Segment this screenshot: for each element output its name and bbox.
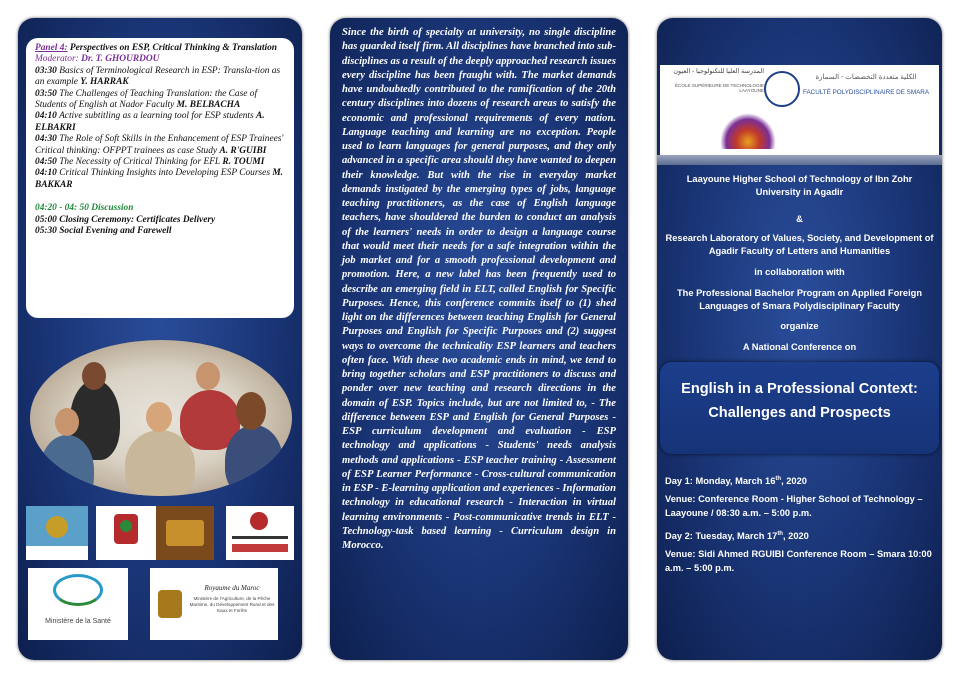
program-title: Active subtitling as a learning tool for ESP students	[59, 111, 254, 122]
program-title: The Necessity of Critical Thinking for EFL	[59, 157, 220, 168]
program-item	[35, 89, 285, 112]
moderator-line	[35, 54, 285, 65]
program-speaker: A. R'GUIBI	[219, 145, 267, 156]
day1-sup: th	[775, 476, 782, 482]
program-title: The Role of Soft Skills in the Enhancement of ESP Trainees' Critical thinking: OFPPT trainees as case Study	[35, 134, 284, 156]
logo-ministry	[150, 568, 278, 640]
est-logo	[764, 71, 800, 107]
conference-label: A National Conference on	[742, 342, 857, 352]
logo-1	[26, 506, 88, 560]
day1-date	[665, 473, 935, 489]
banner-band	[657, 155, 942, 165]
org3-text: The Professional Bachelor Program on Applied Foreign Languages of Smara Polydisciplinary Faculty	[676, 288, 923, 312]
day2-venue: Venue: Sidi Ahmed RGUIBI Conference Room – Smara 10:00 a.m. – 5:00 p.m.	[665, 549, 932, 573]
program-time: 04:10	[35, 168, 57, 179]
left-panel	[18, 18, 302, 660]
program-speaker: Y. HARRAK	[80, 77, 129, 88]
ministry-sub: Ministère de l'Agriculture, de la Pêche Maritime, du Développement Rural et des Eaux et Forêts	[189, 596, 275, 613]
program-item	[35, 157, 285, 168]
program-title: The Challenges of Teaching Translation: the Case of Students of English at Nador Faculty	[35, 88, 258, 111]
students-photo	[30, 340, 292, 496]
day2-date	[665, 528, 935, 544]
conference-title: English in a Professional Context: Challenges and Prospects	[660, 362, 939, 454]
fps-logo	[720, 113, 776, 149]
program-item	[35, 168, 285, 191]
day1-year: , 2020	[781, 476, 807, 487]
right-panel	[657, 18, 942, 660]
logo-4	[226, 506, 294, 560]
program-speaker: M. BAKKAR	[35, 168, 284, 190]
program-time: 04:30	[35, 134, 57, 145]
logo-5	[28, 568, 128, 640]
org2-text: Research Laboratory of Values, Society, and Development of Agadir Faculty of Letters and Humanities	[665, 233, 934, 257]
discussion-line: 04:20 - 04: 50 Discussion	[35, 203, 134, 214]
logo-3	[156, 506, 214, 560]
moderator-label: Moderator:	[35, 54, 79, 65]
institution-banner	[660, 65, 939, 155]
program-speaker: R. TOUMI	[222, 157, 265, 168]
closing-line: 05:00 Closing Ceremony: Certificates Delivery	[35, 214, 216, 225]
day2-sup: th	[777, 531, 783, 537]
program-time: 03:50	[35, 88, 57, 99]
program-time: 04:50	[35, 157, 57, 168]
banner-left-fr: ÉCOLE SUPÉRIEURE DE TECHNOLOGIE LAAYOUNE	[674, 83, 764, 93]
day1-label: Day 1: Monday, March 16	[665, 476, 776, 487]
program-title: Basics of Terminological Research in ESP: Transla-tion as an example	[35, 65, 281, 88]
day2-label: Day 2: Tuesday, March 17	[665, 531, 778, 542]
program-item	[35, 66, 285, 89]
program-title: Critical Thinking Insights into Developing ESP Courses	[59, 168, 270, 179]
middle-panel	[330, 18, 628, 660]
social-line: 05:30 Social Evening and Farewell	[35, 226, 172, 237]
panel-heading	[35, 43, 285, 54]
logo-5-caption: Ministère de la Santé	[45, 618, 111, 625]
program-speaker: M. BELBACHA	[176, 100, 241, 111]
moderator-name: Dr. T. GHOURDOU	[81, 54, 160, 65]
banner-right-ar: الكلية متعددة التخصصات - السمارة	[815, 74, 917, 81]
banner-left-ar: المدرسة العليا للتكنولوجيا - العيون	[673, 68, 764, 75]
logo-2	[96, 506, 156, 560]
program-card	[26, 38, 294, 318]
organize-text: organize	[780, 321, 819, 331]
banner-right-fr: FACULTÉ POLYDISCIPLINAIRE DE SMARA	[802, 89, 930, 96]
program-list	[35, 66, 285, 191]
program-speaker: A. ELBAKRI	[35, 111, 265, 133]
collab-text: in collaboration with	[754, 267, 845, 277]
program-item	[35, 134, 285, 157]
panel-title: Perspectives on ESP, Critical Thinking & Translation	[69, 43, 277, 53]
ampersand: &	[796, 214, 803, 224]
day1-venue: Venue: Conference Room - Higher School of Technology – Laayoune / 08:30 a.m. – 5:00 p.m.	[665, 494, 923, 518]
program-time: 03:30	[35, 65, 57, 76]
org1-text: Laayoune Higher School of Technology of Ibn Zohr University in Agadir	[686, 174, 913, 198]
program-item	[35, 111, 285, 134]
panel-label: Panel 4:	[35, 43, 68, 53]
day2-year: , 2020	[782, 531, 809, 542]
intro-text: Since the birth of specialty at university, no single discipline has guarded itself firm. All disciplines have branched into sub-disciplines as a result of the deeply approached research issues every discipline has been fraught with. The market demands have undoubtedly contributed to the ramification of the 20th century disciplines into dozens of research areas to satisfy the economic and professional requirements of every nation. Language teaching and learning are no exception. People used to learn languages for general purposes, and they only advanced in a specific area should they have wanted to deepen their knowledge. But with the rise in everyday market demands instigated by the emerging types of jobs, language teaching practitioners, as the case of English language teachers, have shouldered the burden to conduct an analysis of the learners' needs in order to design a language course that would meet their needs for a safe integration within the job market and for a smooth professional development and promotion. Here, a new label has been frequently used to describe an emerging field in ELT, called English for Specific Purposes. Hence, this conference commits itself to (1) shed light on the differences between teaching English for General Purposes and English for Specific Purposes and (2) suggest ways to overcome the technicality ESP learners and teachers often face. With these two academic ends in mind, we tend to bring together scholars and ESP practitioners to discuss and ponder over new teaching and research directions in the domain of ESP. Topics include, but are not limited to, - The difference between ESP and English for General Purposes - ESP curriculum development and evaluation - ESP technology and applications - Students' needs analysis methods and applications - ESP teacher training - Assessment of ESP Learner Performance - Cross-cultural communication in ESP - E-learning application and experiences - Information technology in educational research - Interaction in virtual learning environments - Post-communicative trends in ELT - Technology-task based learning - Curriculum design in Morocco.	[342, 27, 616, 551]
program-time: 04:10	[35, 111, 57, 122]
ministry-title: Royaume du Maroc	[204, 584, 260, 592]
